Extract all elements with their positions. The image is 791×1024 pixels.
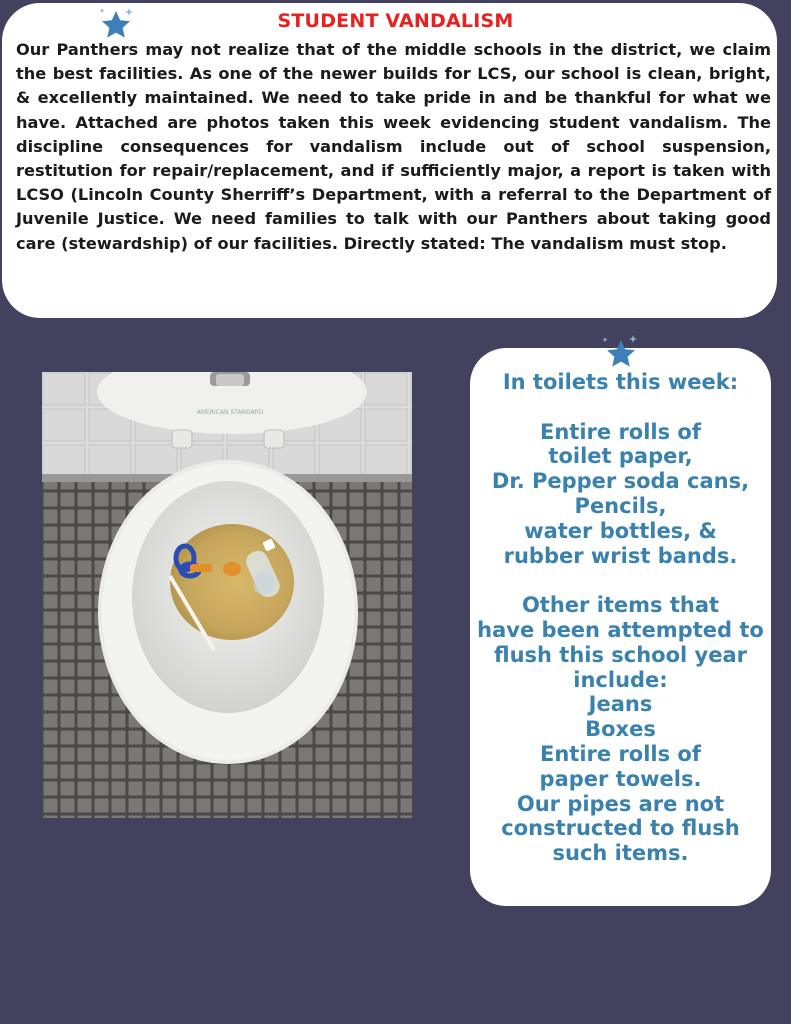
list-item: flush this school year <box>494 642 747 667</box>
list-item: Entire rolls of <box>540 741 701 766</box>
list-item: water bottles, & <box>524 518 717 543</box>
list-item: constructed to flush <box>501 816 740 841</box>
list-item: Jeans <box>588 692 653 717</box>
list-item: Entire rolls of <box>540 419 701 444</box>
list-item: Other items that <box>521 593 720 618</box>
info-heading: In toilets this week: <box>502 370 739 394</box>
toilet-photo <box>42 372 412 818</box>
list-item: paper towels. <box>539 766 702 791</box>
list-item: include: <box>573 667 668 692</box>
list-item: have been attempted to <box>477 617 764 642</box>
star-icon <box>600 333 642 375</box>
list-item: Boxes <box>585 717 656 742</box>
list-item: toilet paper, <box>548 444 693 469</box>
info-card <box>470 348 771 906</box>
list-item: rubber wrist bands. <box>503 543 738 568</box>
list-item: Pencils, <box>574 493 667 518</box>
list-item: Dr. Pepper soda cans, <box>491 469 750 494</box>
notice-paragraph: Our Panthers may not realize that of the middle schools in the district, we claim the best facilities. As one of the newer builds for LCS, our school is clean, bright, & excellently maintained. We need to take pride in and be thankful for what we have. Attached are photos taken this week evidencing student vandalism. The discipline consequences for vandalism include out of school suspension, restitution for repair/replacement, and if sufficiently major, a report is taken with LCSO (Lincoln County Sherriff’s Department, with a referral to the Department of Juvenile Justice. We need families to talk with our Panthers about taking good care (stewardship) of our facilities. Directly stated: The vandalism must stop. <box>16 40 771 253</box>
info-text <box>470 370 771 866</box>
list-item: Our pipes are not <box>516 791 725 816</box>
toilet-brand: AMERICAN STANDARD <box>196 409 264 416</box>
list-item: such items. <box>552 841 689 866</box>
page-title: STUDENT VANDALISM <box>277 10 514 32</box>
